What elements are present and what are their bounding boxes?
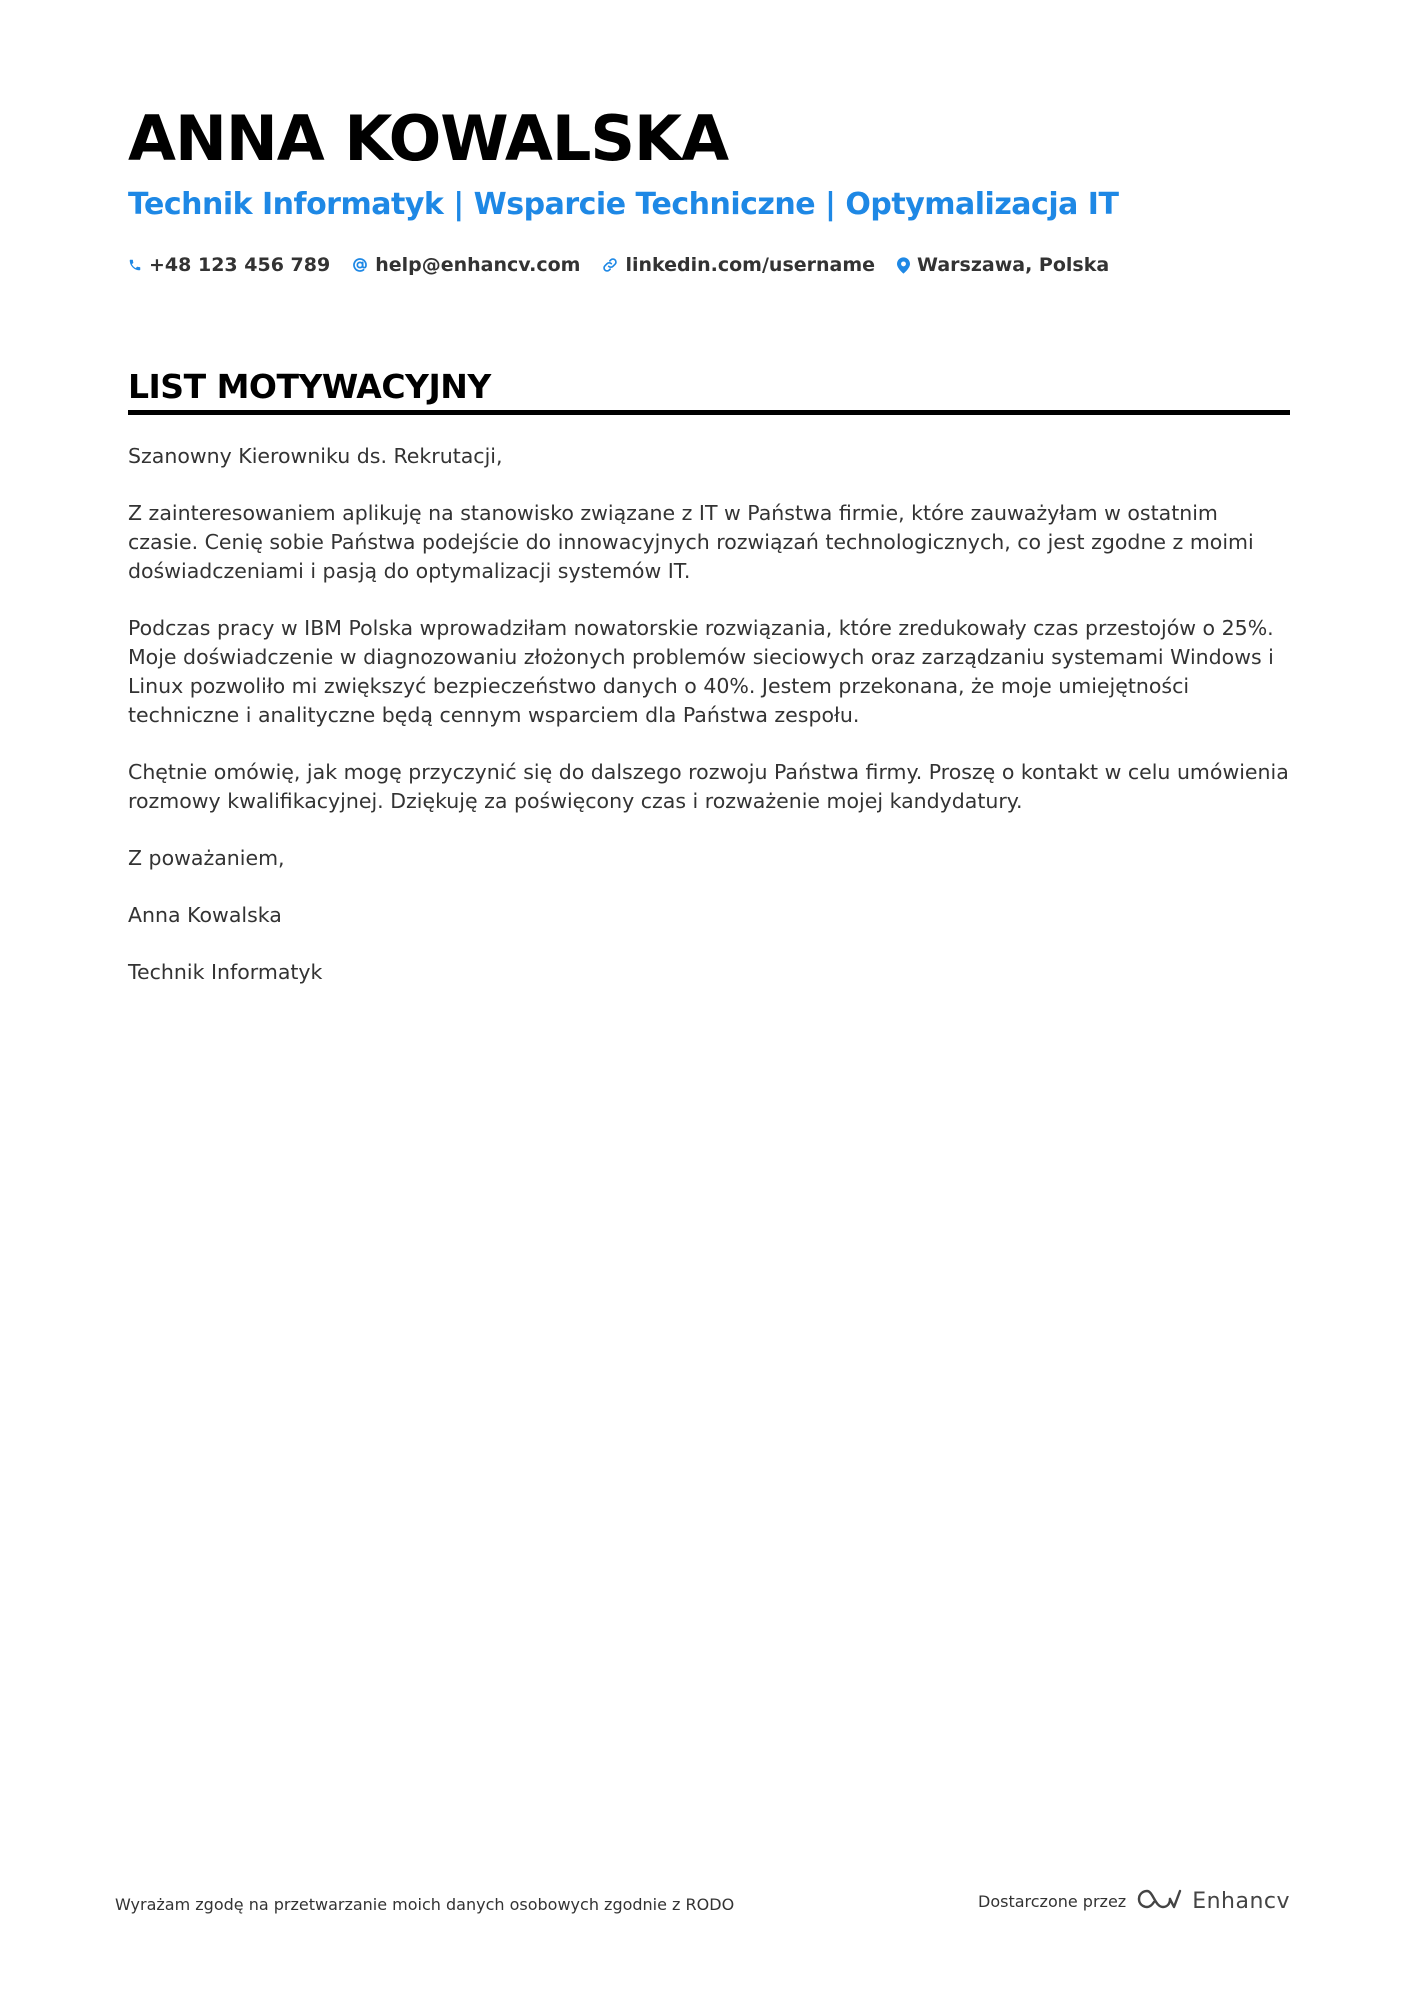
candidate-headline: Technik Informatyk | Wsparcie Techniczne | Optymalizacja IT: [128, 187, 1119, 222]
phone-icon: [128, 257, 142, 273]
email-address: help@enhancv.com: [375, 254, 581, 276]
location-text: Warszawa, Polska: [917, 254, 1110, 276]
gdpr-consent: Wyrażam zgodę na przetwarzanie moich danych osobowych zgodnie z RODO: [115, 1895, 735, 1914]
contact-phone[interactable]: [128, 254, 330, 276]
letter-body: [128, 442, 1293, 1015]
section-divider: [128, 410, 1290, 415]
contact-info: [128, 254, 1109, 276]
letter-paragraph: Chętnie omówię, jak mogę przyczynić się do dalszego rozwoju Państwa firmy. Proszę o kontakt w celu umówienia rozmowy kwalifikacyjnej. Dziękuję za poświęcony czas i rozważenie mojej kandydatury.: [128, 760, 1289, 813]
signature-name: Anna Kowalska: [128, 903, 282, 927]
section-title: LIST MOTYWACYJNY: [128, 367, 491, 406]
enhancv-logo-icon: [1136, 1886, 1182, 1916]
provided-by-label: Dostarczone przez: [978, 1891, 1127, 1911]
phone-number: +48 123 456 789: [149, 254, 331, 276]
location-pin-icon: [897, 257, 910, 274]
contact-email[interactable]: [352, 254, 580, 276]
candidate-name: ANNA KOWALSKA: [128, 102, 729, 175]
linkedin-url: linkedin.com/username: [625, 254, 876, 276]
provided-by[interactable]: [978, 1886, 1290, 1916]
contact-linkedin[interactable]: [602, 254, 875, 276]
enhancv-brand-name: Enhancv: [1192, 1888, 1291, 1914]
letter-greeting: Szanowny Kierowniku ds. Rekrutacji,: [128, 444, 503, 468]
link-icon: [602, 257, 618, 273]
at-icon: [352, 257, 368, 273]
signature-title: Technik Informatyk: [128, 960, 323, 984]
letter-closing: Z poważaniem,: [128, 846, 285, 870]
contact-location: [897, 254, 1109, 276]
letter-paragraph: Z zainteresowaniem aplikuję na stanowisko związane z IT w Państwa firmie, które zauważyłam w ostatnim czasie. Cenię sobie Państwa podejście do innowacyjnych rozwiązań technologicznych, co jest zgodne z moimi doświadczeniami i pasją do optymalizacji systemów IT.: [128, 501, 1254, 583]
letter-paragraph: Podczas pracy w IBM Polska wprowadziłam nowatorskie rozwiązania, które zredukowały czas przestojów o 25%. Moje doświadczenie w diagnozowaniu złożonych problemów sieciowych oraz zarządzaniu systemami Windows i Linux pozwoliło mi zwiększyć bezpieczeństwo danych o 40%. Jestem przekonana, że moje umiejętności techniczne i analityczne będą cennym wsparciem dla Państwa zespołu.: [128, 616, 1274, 727]
